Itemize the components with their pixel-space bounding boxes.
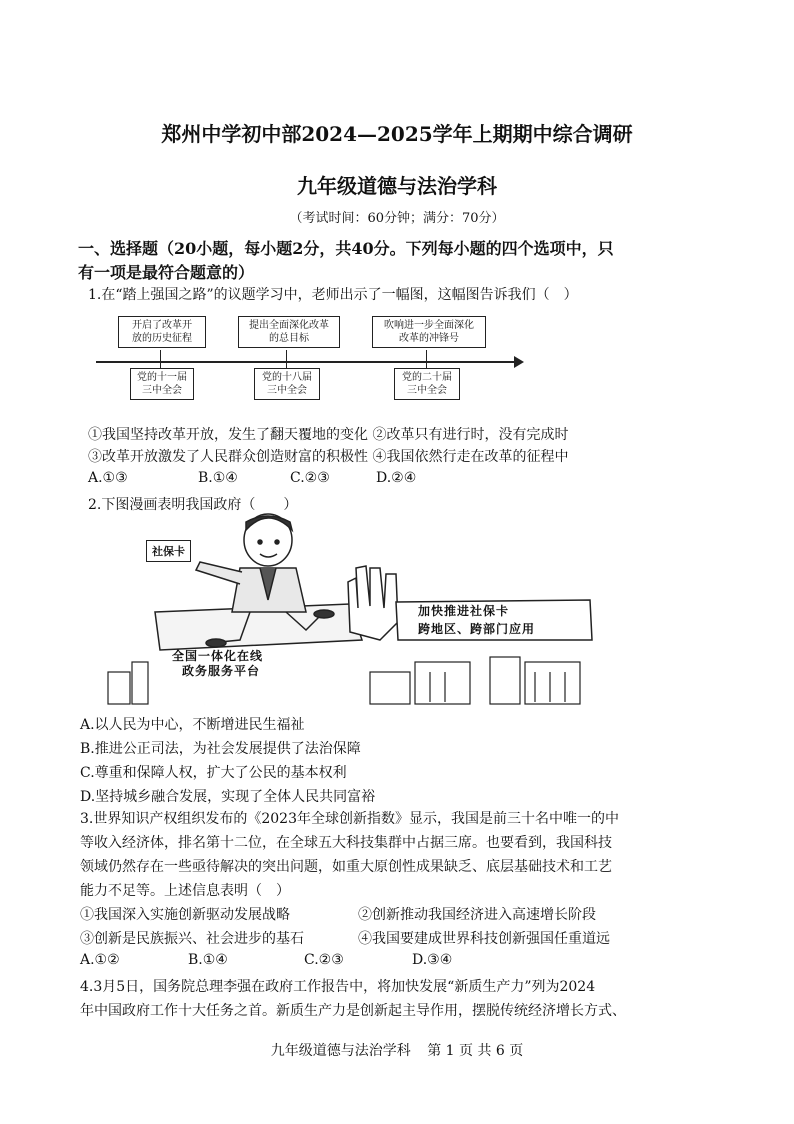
timeline-top-box-2: 提出全面深化改革 的总目标 [238, 316, 340, 348]
timeline-connector [160, 350, 161, 361]
q4-line-2: 年中国政府工作十大任务之首。新质生产力是创新起主导作用，摆脱传统经济增长方式、 [80, 1003, 626, 1019]
q3-statement-3: ③创新是民族振兴、社会进步的基石 [80, 931, 304, 947]
q3-line-2: 等收入经济体，排名第十二位，在全球五大科技集群中占据三席。也要看到，我国科技 [80, 835, 612, 851]
q3-line-3: 领域仍然存在一些亟待解决的突出问题，如重大原创性成果缺乏、底层基础技术和工艺 [80, 859, 612, 875]
timeline-bottom-box-2: 党的十八届 三中全会 [254, 368, 320, 400]
q1-stem: 1.在“踏上强国之路”的议题学习中，老师出示了一幅图，这幅图告诉我们（ ） [88, 287, 578, 303]
q3-statement-4: ④我国要建成世界科技创新强国任重道远 [358, 931, 610, 947]
timeline-axis [96, 361, 516, 363]
timeline-connector [286, 350, 287, 361]
footer-subject: 九年级道德与法治学科 [270, 1043, 411, 1059]
exam-subject: 九年级道德与法治学科 [297, 174, 497, 198]
q1-option-d: D.②④ [376, 470, 417, 486]
section-heading-line2: 有一项是最符合题意的） [78, 263, 255, 282]
exam-info: （考试时间：60分钟；满分：70分） [289, 211, 505, 226]
q2-option-a: A.以人民为中心，不断增进民生福祉 [80, 717, 305, 733]
social-security-card-label: 社保卡 [146, 540, 191, 562]
section-heading-line1: 一、选择题（20小题，每小题2分，共40分。下列每小题的四个选项中，只 [78, 239, 614, 258]
q1-option-b: B.①④ [198, 470, 238, 486]
reform-timeline-diagram [96, 312, 536, 412]
timeline-arrow-icon [514, 356, 524, 368]
timeline-top-box-3: 吹响进一步全面深化 改革的冲锋号 [372, 316, 486, 348]
q1-option-c: C.②③ [290, 470, 330, 486]
cartoon-platform-text: 全国一体化在线 政务服务平台 [172, 649, 264, 678]
q3-line-4: 能力不足等。上述信息表明（ ） [80, 883, 290, 899]
cartoon-sleeve-text: 加快推进社保卡 跨地区、跨部门应用 [418, 604, 536, 636]
timeline-bottom-box-1: 党的十一届 三中全会 [130, 368, 194, 400]
q3-statement-1: ①我国深入实施创新驱动发展战略 [80, 907, 290, 923]
q1-statement-2: ③改革开放激发了人民群众创造财富的积极性 ④我国依然行走在改革的征程中 [88, 449, 569, 465]
q3-option-c: C.②③ [304, 952, 344, 968]
footer-page-number: 第 1 页 共 6 页 [427, 1043, 524, 1059]
q3-line-1: 3.世界知识产权组织发布的《2023年全球创新指数》显示，我国是前三十名中唯一的中 [80, 811, 619, 827]
q2-option-d: D.坚持城乡融合发展，实现了全体人民共同富裕 [80, 789, 376, 805]
timeline-bottom-box-3: 党的二十届 三中全会 [394, 368, 460, 400]
page-footer [0, 1040, 794, 1060]
q3-option-b: B.①④ [188, 952, 228, 968]
q2-option-b: B.推进公正司法，为社会发展提供了法治保障 [80, 741, 361, 757]
q4-line-1: 4.3月5日，国务院总理李强在政府工作报告中，将加快发展“新质生产力”列为2024 [80, 979, 596, 995]
q2-stem: 2.下图漫画表明我国政府（ ） [88, 497, 298, 513]
q2-option-c: C.尊重和保障人权，扩大了公民的基本权利 [80, 765, 347, 781]
timeline-connector [426, 350, 427, 361]
q1-statement-1: ①我国坚持改革开放，发生了翻天覆地的变化 ②改革只有进行时，没有完成时 [88, 427, 569, 443]
q3-option-d: D.③④ [412, 952, 453, 968]
social-security-cartoon [100, 512, 600, 707]
q3-statement-2: ②创新推动我国经济进入高速增长阶段 [358, 907, 596, 923]
exam-title: 郑州中学初中部2024—2025学年上期期中综合调研 [161, 122, 633, 146]
q1-option-a: A.①③ [88, 470, 128, 486]
q3-option-a: A.①② [80, 952, 120, 968]
timeline-top-box-1: 开启了改革开 放的历史征程 [118, 316, 206, 348]
